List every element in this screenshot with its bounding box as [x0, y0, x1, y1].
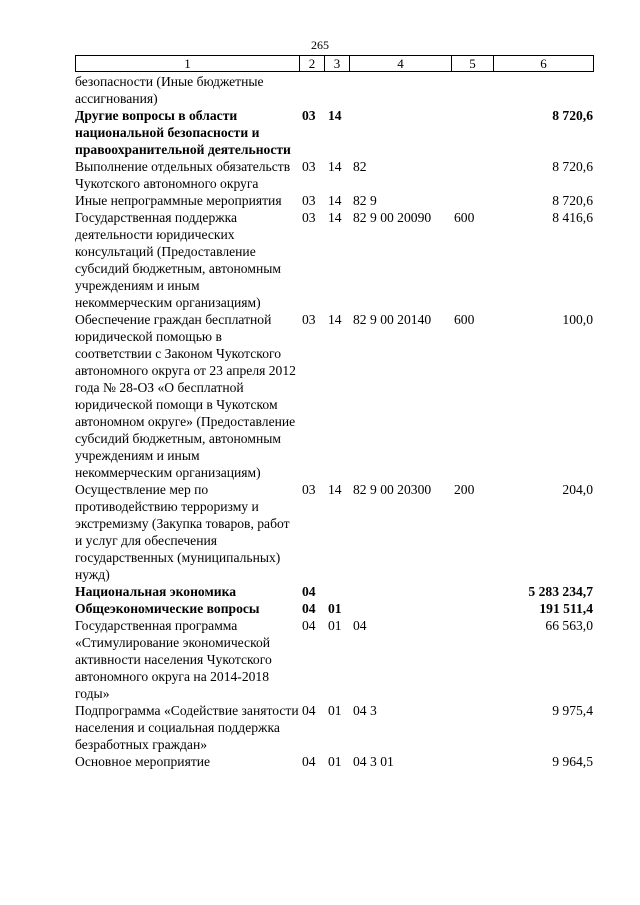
column-header-row — [75, 55, 594, 72]
row-subsection: 14 — [328, 193, 342, 208]
table-row — [0, 311, 640, 481]
row-name: Другие вопросы в области национальной безопасности и правоохранительной деятельности — [75, 108, 291, 157]
row-amount: 8 720,6 — [552, 193, 593, 208]
row-section: 04 — [302, 618, 316, 633]
header-col-5: 5 — [452, 56, 494, 72]
row-subsection: 14 — [328, 210, 342, 225]
row-amount: 5 283 234,7 — [528, 584, 593, 599]
row-section: 03 — [302, 210, 316, 225]
row-name: Общеэкономические вопросы — [75, 601, 260, 616]
table-row — [0, 73, 640, 107]
row-name: Государственная поддержка деятельности юридических консультаций (Предоставление субсидий бюджетным, автономным учреждениям и иным некоммерческим организациям) — [75, 210, 281, 310]
row-amount: 9 964,5 — [552, 754, 593, 769]
row-name: Государственная программа «Стимулирование экономической активности населения Чукотского автономного округа на 2014-2018 годы» — [75, 618, 272, 701]
row-amount: 100,0 — [562, 312, 593, 327]
header-col-2: 2 — [300, 56, 325, 72]
row-name: Иные непрограммные мероприятия — [75, 193, 282, 208]
table-row — [0, 702, 640, 753]
row-section: 03 — [302, 159, 316, 174]
row-subsection: 14 — [328, 312, 342, 327]
row-target-code: 04 — [353, 618, 367, 633]
row-name: Подпрограмма «Содействие занятости населения и социальная поддержка безработных граждан» — [75, 703, 299, 752]
header-col-1: 1 — [76, 56, 300, 72]
row-target-code: 04 3 — [353, 703, 377, 718]
row-name: Осуществление мер по противодействию терроризму и экстремизму (Закупка товаров, работ и услуг для обеспечения государственных (муниципальных) нужд) — [75, 482, 290, 582]
row-name: безопасности (Иные бюджетные ассигнования) — [75, 74, 264, 106]
row-amount: 66 563,0 — [545, 618, 593, 633]
row-target-code: 82 9 — [353, 193, 377, 208]
row-expense-type: 600 — [454, 312, 475, 327]
table-row — [0, 600, 640, 617]
row-target-code: 04 3 01 — [353, 754, 394, 769]
row-section: 03 — [302, 312, 316, 327]
row-section: 04 — [302, 703, 316, 718]
row-section: 04 — [302, 584, 316, 599]
row-subsection: 01 — [328, 601, 342, 616]
row-section: 04 — [302, 601, 316, 616]
row-expense-type: 600 — [454, 210, 475, 225]
row-name: Основное мероприятие — [75, 754, 211, 769]
table-row — [0, 753, 640, 770]
row-section: 03 — [302, 193, 316, 208]
row-amount: 8 416,6 — [552, 210, 593, 225]
row-target-code: 82 9 00 20090 — [353, 210, 432, 225]
row-section: 03 — [302, 108, 316, 123]
table-row — [0, 192, 640, 209]
header-col-4: 4 — [350, 56, 452, 72]
row-name: Обеспечение граждан бесплатной юридической помощью в соответствии с Законом Чукотского автономного округа от 23 апреля 2012 года № 28-ОЗ «О бесплатной юридической помощи в Чукотском автономном округе» (Предоставление субсидий бюджетным, автономным учреждениям и иным некоммерческим организациям) — [75, 312, 296, 480]
row-section: 03 — [302, 482, 316, 497]
row-target-code: 82 — [353, 159, 367, 174]
table-row — [0, 107, 640, 158]
row-amount: 191 511,4 — [539, 601, 593, 616]
page-number: 265 — [311, 38, 329, 52]
row-subsection: 01 — [328, 754, 342, 769]
header-col-6: 6 — [494, 56, 594, 72]
row-amount: 8 720,6 — [552, 108, 593, 123]
row-amount: 8 720,6 — [552, 159, 593, 174]
row-subsection: 01 — [328, 703, 342, 718]
table-row — [0, 158, 640, 192]
table-row — [0, 583, 640, 600]
row-expense-type: 200 — [454, 482, 475, 497]
header-col-3: 3 — [325, 56, 350, 72]
table-row — [0, 209, 640, 311]
row-amount: 204,0 — [562, 482, 593, 497]
row-target-code: 82 9 00 20300 — [353, 482, 432, 497]
table-row — [0, 481, 640, 583]
row-subsection: 14 — [328, 482, 342, 497]
table-row — [0, 617, 640, 702]
row-subsection: 14 — [328, 108, 342, 123]
row-target-code: 82 9 00 20140 — [353, 312, 432, 327]
row-subsection: 01 — [328, 618, 342, 633]
row-name: Национальная экономика — [75, 584, 236, 599]
row-subsection: 14 — [328, 159, 342, 174]
budget-table-body — [0, 73, 640, 770]
row-section: 04 — [302, 754, 316, 769]
row-name: Выполнение отдельных обязательств Чукотского автономного округа — [75, 159, 291, 191]
row-amount: 9 975,4 — [552, 703, 593, 718]
